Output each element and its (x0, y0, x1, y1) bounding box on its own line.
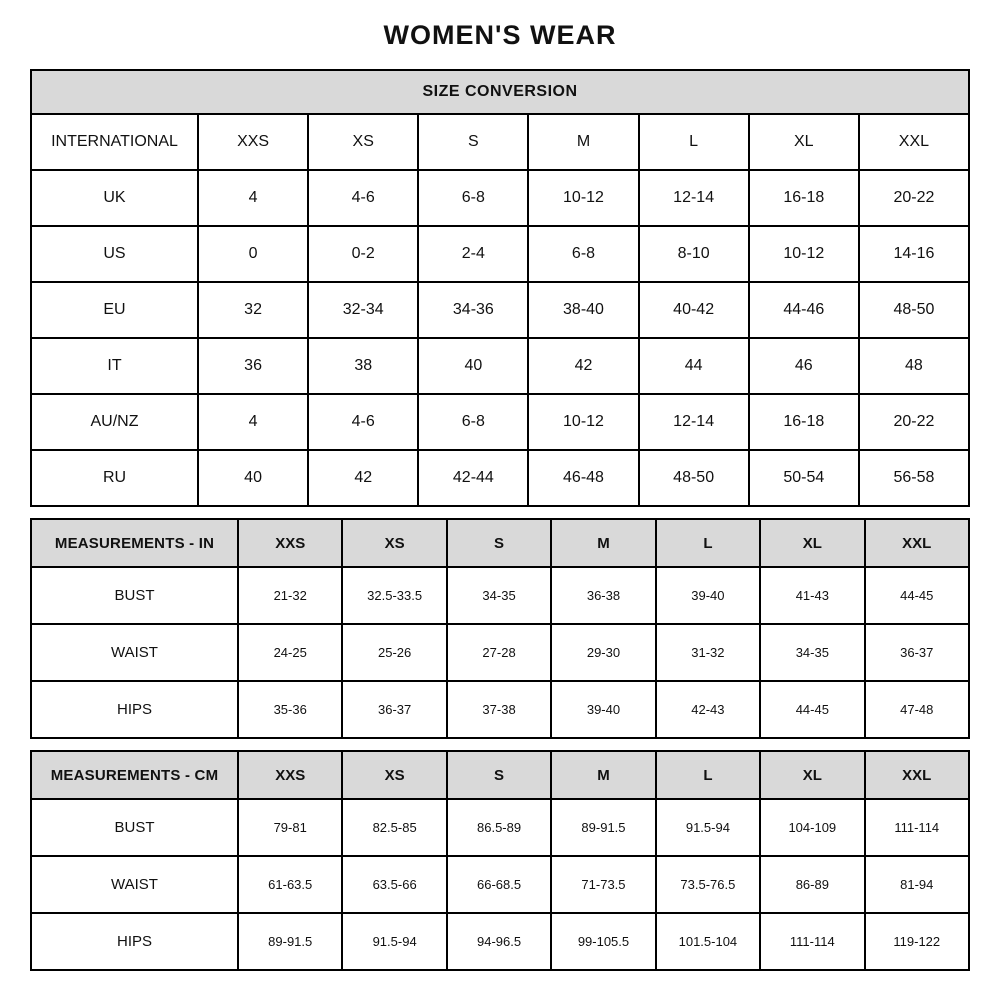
table-cell: 32 (198, 282, 308, 338)
size-column-header: S (447, 751, 551, 799)
table-cell: 50-54 (749, 450, 859, 506)
table-cell: L (639, 114, 749, 170)
size-column-header: XS (342, 751, 446, 799)
table-cell: 48-50 (639, 450, 749, 506)
table-cell: 46 (749, 338, 859, 394)
table-cell: 4 (198, 170, 308, 226)
row-label: IT (31, 338, 198, 394)
table-cell: 12-14 (639, 394, 749, 450)
row-label: HIPS (31, 913, 238, 970)
table-cell: 0-2 (308, 226, 418, 282)
table-cell: 44-46 (749, 282, 859, 338)
table-cell: 16-18 (749, 170, 859, 226)
size-column-header: XS (342, 519, 446, 567)
table-row (31, 114, 969, 170)
table-cell: 86.5-89 (447, 799, 551, 856)
table-cell: 111-114 (760, 913, 864, 970)
table-cell: 38 (308, 338, 418, 394)
table-cell: 41-43 (760, 567, 864, 624)
table-cell: 42-43 (656, 681, 760, 738)
table-cell: 24-25 (238, 624, 342, 681)
table-row (31, 913, 969, 970)
table-cell: 36-37 (342, 681, 446, 738)
table-cell: 94-96.5 (447, 913, 551, 970)
table-cell: 16-18 (749, 394, 859, 450)
table-cell: 48 (859, 338, 969, 394)
table-cell: 101.5-104 (656, 913, 760, 970)
table-cell: 0 (198, 226, 308, 282)
table-cell: 91.5-94 (656, 799, 760, 856)
table-cell: S (418, 114, 528, 170)
table-row (31, 856, 969, 913)
table-cell: 44-45 (760, 681, 864, 738)
size-column-header: L (656, 751, 760, 799)
table-cell: 4-6 (308, 394, 418, 450)
table-cell: 47-48 (865, 681, 969, 738)
table-cell: XS (308, 114, 418, 170)
row-label: UK (31, 170, 198, 226)
table-cell: 32-34 (308, 282, 418, 338)
table-cell: 10-12 (749, 226, 859, 282)
table-cell: 27-28 (447, 624, 551, 681)
size-conversion-title: SIZE CONVERSION (31, 70, 969, 114)
size-column-header: XL (760, 519, 864, 567)
table-cell: 44-45 (865, 567, 969, 624)
table-cell: 40-42 (639, 282, 749, 338)
size-conversion-table (30, 69, 970, 507)
row-label: BUST (31, 799, 238, 856)
row-label: BUST (31, 567, 238, 624)
measurements-in-title: MEASUREMENTS - IN (31, 519, 238, 567)
row-label: WAIST (31, 624, 238, 681)
table-cell: 89-91.5 (551, 799, 655, 856)
table-cell: 104-109 (760, 799, 864, 856)
size-column-header: XXL (865, 519, 969, 567)
table-cell: 42 (528, 338, 638, 394)
table-cell: 2-4 (418, 226, 528, 282)
table-cell: 4 (198, 394, 308, 450)
table-cell: XXS (198, 114, 308, 170)
table-cell: 99-105.5 (551, 913, 655, 970)
table-cell: 10-12 (528, 394, 638, 450)
table-cell: 48-50 (859, 282, 969, 338)
table-cell: M (528, 114, 638, 170)
table-cell: XXL (859, 114, 969, 170)
table-cell: 56-58 (859, 450, 969, 506)
table-row (31, 799, 969, 856)
table-cell: 32.5-33.5 (342, 567, 446, 624)
table-cell: 20-22 (859, 394, 969, 450)
table-cell: 34-36 (418, 282, 528, 338)
table-cell: 39-40 (656, 567, 760, 624)
size-column-header: M (551, 751, 655, 799)
table-row (31, 226, 969, 282)
table-cell: 21-32 (238, 567, 342, 624)
table-row (31, 394, 969, 450)
table-cell: 34-35 (760, 624, 864, 681)
row-label: WAIST (31, 856, 238, 913)
row-label: US (31, 226, 198, 282)
table-cell: 81-94 (865, 856, 969, 913)
size-column-header: XL (760, 751, 864, 799)
table-cell: 63.5-66 (342, 856, 446, 913)
table-cell: 119-122 (865, 913, 969, 970)
table-row (31, 567, 969, 624)
table-row (31, 681, 969, 738)
table-cell: 37-38 (447, 681, 551, 738)
size-column-header: XXS (238, 519, 342, 567)
table-cell: 73.5-76.5 (656, 856, 760, 913)
table-row (31, 170, 969, 226)
table-cell: 42 (308, 450, 418, 506)
table-cell: 8-10 (639, 226, 749, 282)
size-conversion-title-row (31, 70, 969, 114)
table-cell: 61-63.5 (238, 856, 342, 913)
table-cell: 34-35 (447, 567, 551, 624)
table-cell: 38-40 (528, 282, 638, 338)
table-cell: 42-44 (418, 450, 528, 506)
table-cell: 6-8 (418, 170, 528, 226)
table-cell: 111-114 (865, 799, 969, 856)
page-title: WOMEN'S WEAR (383, 20, 617, 50)
table-cell: 4-6 (308, 170, 418, 226)
row-label: AU/NZ (31, 394, 198, 450)
table-row (31, 624, 969, 681)
table-cell: 36 (198, 338, 308, 394)
measurements-cm-header-row (31, 751, 969, 799)
size-column-header: L (656, 519, 760, 567)
table-cell: 40 (198, 450, 308, 506)
row-label: INTERNATIONAL (31, 114, 198, 170)
table-cell: 91.5-94 (342, 913, 446, 970)
size-column-header: M (551, 519, 655, 567)
table-cell: 82.5-85 (342, 799, 446, 856)
measurements-cm-title: MEASUREMENTS - CM (31, 751, 238, 799)
table-cell: 89-91.5 (238, 913, 342, 970)
table-cell: 36-37 (865, 624, 969, 681)
table-cell: 66-68.5 (447, 856, 551, 913)
measurements-in-table (30, 518, 970, 739)
table-cell: 36-38 (551, 567, 655, 624)
table-cell: 79-81 (238, 799, 342, 856)
table-cell: 14-16 (859, 226, 969, 282)
table-cell: 12-14 (639, 170, 749, 226)
table-cell: 39-40 (551, 681, 655, 738)
table-row (31, 450, 969, 506)
table-cell: 10-12 (528, 170, 638, 226)
table-cell: 86-89 (760, 856, 864, 913)
size-column-header: XXL (865, 751, 969, 799)
measurements-cm-table (30, 750, 970, 971)
table-cell: 40 (418, 338, 528, 394)
table-cell: 31-32 (656, 624, 760, 681)
table-cell: 25-26 (342, 624, 446, 681)
table-cell: 71-73.5 (551, 856, 655, 913)
table-cell: 20-22 (859, 170, 969, 226)
size-column-header: XXS (238, 751, 342, 799)
row-label: EU (31, 282, 198, 338)
row-label: RU (31, 450, 198, 506)
table-row (31, 338, 969, 394)
table-cell: 35-36 (238, 681, 342, 738)
table-cell: 46-48 (528, 450, 638, 506)
table-cell: XL (749, 114, 859, 170)
table-cell: 29-30 (551, 624, 655, 681)
measurements-in-header-row (31, 519, 969, 567)
table-cell: 6-8 (528, 226, 638, 282)
table-row (31, 282, 969, 338)
table-cell: 44 (639, 338, 749, 394)
size-column-header: S (447, 519, 551, 567)
row-label: HIPS (31, 681, 238, 738)
table-cell: 6-8 (418, 394, 528, 450)
